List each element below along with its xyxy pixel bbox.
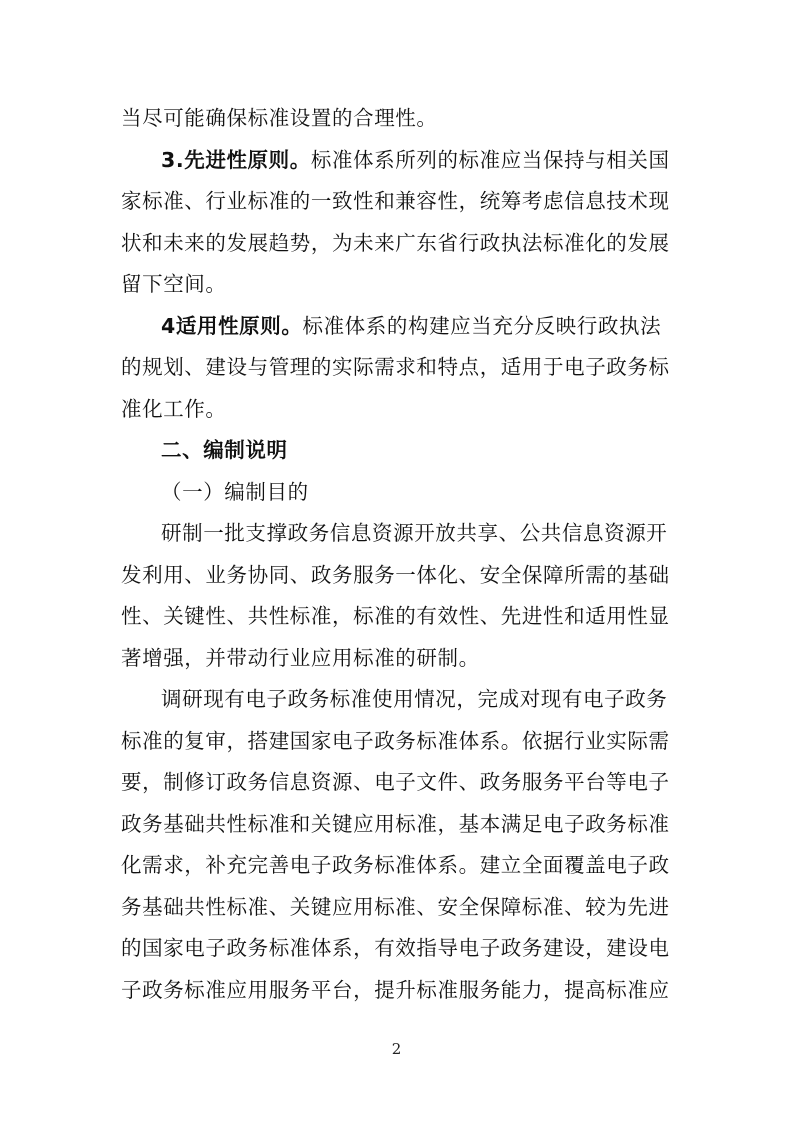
paragraph-line: 调研现有电子政务标准使用情况，完成对现有电子政务 — [161, 687, 668, 711]
paragraph-text: 标准体系所列的标准应当保持与相关国 — [310, 148, 670, 172]
paragraph-line-principle-4 — [161, 312, 661, 340]
paragraph-line: 政务基础共性标准和关键应用标准，基本满足电子政务标准 — [121, 812, 670, 836]
paragraph-line: 状和未来的发展趋势，为未来广东省行政执法标准化的发展 — [121, 231, 670, 255]
paragraph-line: 准化工作。 — [121, 397, 227, 421]
paragraph-line: 研制一批支撑政务信息资源开放共享、公共信息资源开 — [161, 521, 668, 545]
paragraph-line: 务基础共性标准、关键应用标准、安全保障标准、较为先进 — [121, 895, 670, 919]
paragraph-line: 著增强，并带动行业应用标准的研制。 — [121, 646, 480, 670]
paragraph-line: 子政务标准应用服务平台，提升标准服务能力，提高标准应 — [121, 978, 670, 1002]
principle-heading: 3.先进性原则。 — [161, 148, 311, 172]
section-heading: 二、编制说明 — [161, 438, 288, 462]
paragraph-line: 标准的复审，搭建国家电子政务标准体系。依据行业实际需 — [121, 729, 670, 753]
paragraph-line: 化需求，补充完善电子政务标准体系。建立全面覆盖电子政 — [121, 853, 670, 877]
paragraph-line: 留下空间。 — [121, 272, 227, 296]
page-number: 2 — [391, 1040, 402, 1058]
paragraph-line: 当尽可能确保标准设置的合理性。 — [121, 106, 438, 130]
paragraph-line: 家标准、行业标准的一致性和兼容性，统筹考虑信息技术现 — [121, 189, 670, 213]
paragraph-text: 标准体系的构建应当充分反映行政执法 — [302, 314, 662, 338]
subsection-heading: （一）编制目的 — [161, 480, 309, 504]
paragraph-line: 要，制修订政务信息资源、电子文件、政务服务平台等电子 — [121, 770, 670, 794]
paragraph-line: 性、关键性、共性标准，标准的有效性、先进性和适用性显 — [121, 604, 670, 628]
paragraph-line: 的规划、建设与管理的实际需求和特点，适用于电子政务标 — [121, 355, 670, 379]
paragraph-line: 的国家电子政务标准体系，有效指导电子政务建设，建设电 — [121, 936, 670, 960]
principle-heading: 4适用性原则。 — [161, 314, 303, 338]
paragraph-line-principle-3 — [161, 146, 670, 174]
paragraph-line: 发利用、业务协同、政务服务一体化、安全保障所需的基础 — [121, 563, 670, 587]
